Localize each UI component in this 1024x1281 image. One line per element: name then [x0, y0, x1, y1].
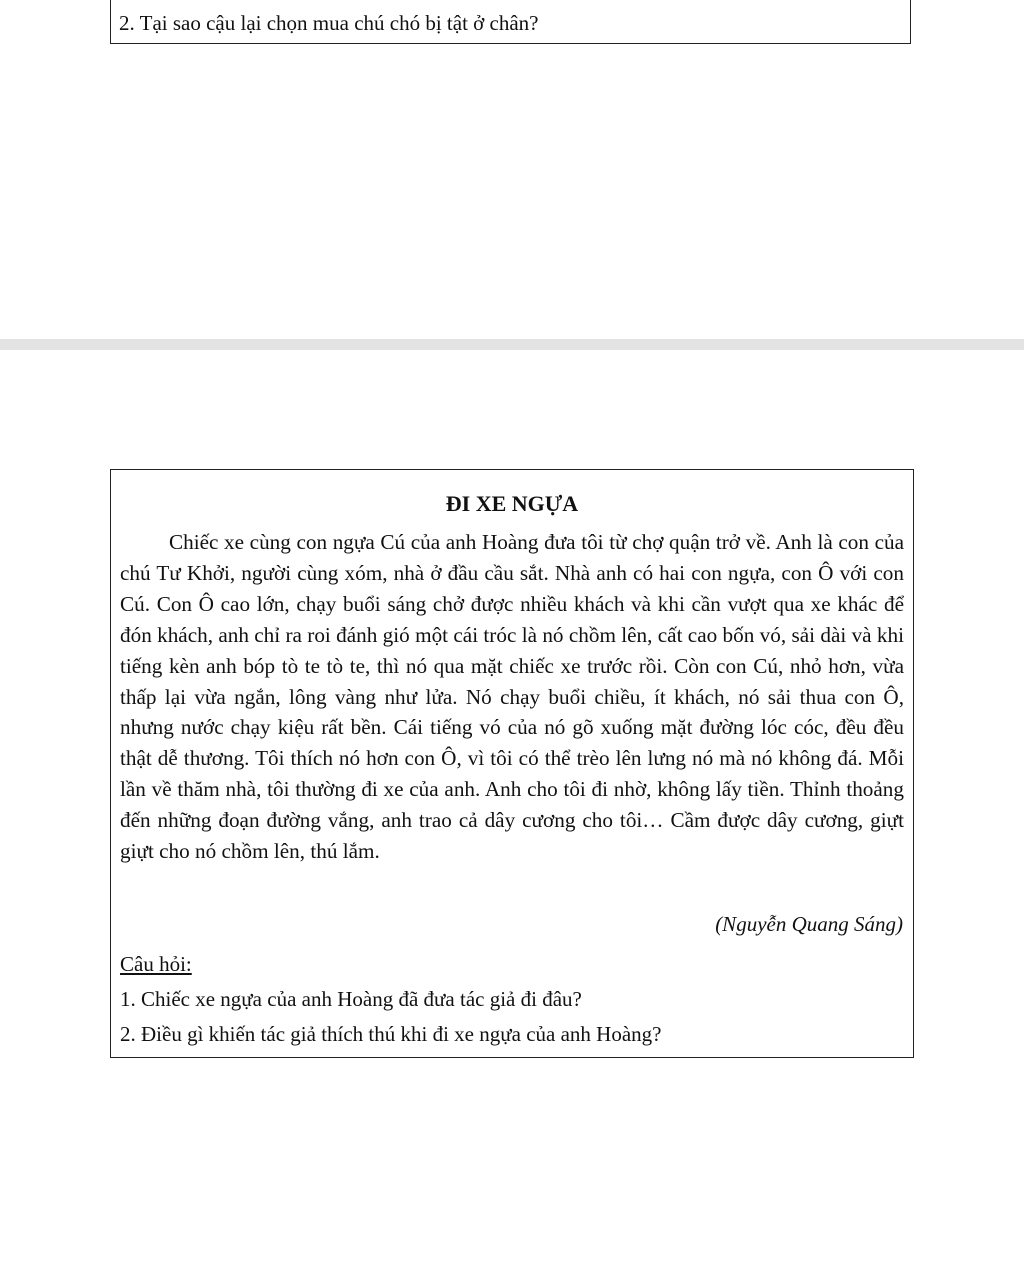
questions-heading: Câu hỏi:: [120, 952, 192, 976]
previous-page-question: 2. Tại sao cậu lại chọn mua chú chó bị tật ở chân?: [119, 11, 539, 35]
passage-author: (Nguyễn Quang Sáng): [715, 912, 903, 936]
question-1: 1. Chiếc xe ngựa của anh Hoàng đã đưa tác giả đi đâu?: [120, 987, 582, 1011]
reading-passage-box: [110, 469, 914, 1058]
passage-body: Chiếc xe cùng con ngựa Cú của anh Hoàng đưa tôi từ chợ quận trở về. Anh là con của chú Tư Khởi, người cùng xóm, nhà ở đầu cầu sắt. Nhà anh có hai con ngựa, con Ô với con Cú. Con Ô cao lớn, chạy buổi sáng chở được nhiều khách và khi cần vượt qua xe khác để đón khách, anh chỉ ra roi đánh gió một cái tróc là nó chồm lên, cất cao bốn vó, sải dài và khi tiếng kèn anh bóp tò te tò te, thì nó qua mặt chiếc xe trước rồi. Còn con Cú, nhỏ hơn, vừa thấp lại vừa ngắn, lông vàng như lửa. Nó chạy buổi chiều, ít khách, nó sải thua con Ô, nhưng nước chạy kiệu rất bền. Cái tiếng vó của nó gõ xuống mặt đường lóc cóc, đều đều thật dễ thương. Tôi thích nó hơn con Ô, vì tôi có thể trèo lên lưng nó mà nó không đá. Mỗi lần về thăm nhà, tôi thường đi xe của anh. Anh cho tôi đi nhờ, không lấy tiền. Thỉnh thoảng đến những đoạn đường vắng, anh trao cả dây cương cho tôi… Cầm được dây cương, giựt giựt cho nó chồm lên, thú lắm.: [120, 530, 904, 864]
question-2: 2. Điều gì khiến tác giả thích thú khi đi xe ngựa của anh Hoàng?: [120, 1022, 662, 1046]
page-separator: [0, 339, 1024, 350]
previous-page-question-box: [110, 0, 911, 44]
passage-title: ĐI XE NGỰA: [445, 491, 579, 516]
